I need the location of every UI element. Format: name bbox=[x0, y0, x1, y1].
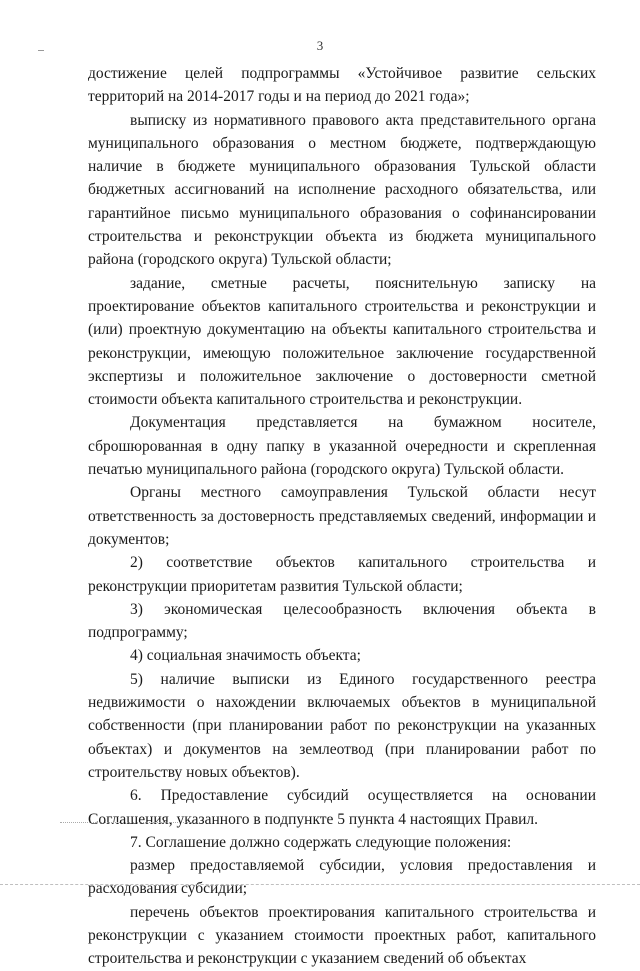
paragraph: 5) наличие выписки из Единого государственного реестра недвижимости о нахождении включаемых объектов в муниципальной собственности (при планировании работ по реконструкции на указанных объектах) и документов на землеотвод (при планировании работ по строительству новых объектов). bbox=[88, 670, 596, 781]
paragraph: достижение целей подпрограммы «Устойчивое развитие сельских территорий на 2014-2017 годы и на период до 2021 года»; bbox=[88, 65, 596, 106]
paragraph: выписку из нормативного правового акта представительного органа муниципального образования о местном бюджете, подтверждающую наличие в бюджете муниципального образования Тульской области бюджетных ассигнований на исполнение расходного обязательства, или гарантийное письмо муниципального образования о софинансировании строительства и реконструкции объекта из бюджета муниципального района (городского округа) Тульской области; bbox=[88, 111, 596, 269]
paragraph: перечень объектов проектирования капитального строительства и реконструкции с указанием стоимости проектных работ, капитального строительства и реконструкции с указанием сведений об объектах bbox=[88, 903, 596, 968]
paragraph: 4) социальная значимость объекта; bbox=[130, 647, 361, 665]
paragraph: размер предоставляемой субсидии, условия предоставления и расходования субсидии; bbox=[88, 857, 596, 898]
paragraph: 6. Предоставление субсидий осуществляется на основании Соглашения, указанного в подпункте 5 пункта 4 настоящих Правил. bbox=[88, 787, 596, 828]
page-number: 3 bbox=[316, 38, 324, 53]
paragraph: задание, сметные расчеты, пояснительную записку на проектирование объектов капитального строительства и реконструкции и (или) проектную документацию на объекты капитального строительства и реконструкции, имеющую положительное заключение государственной экспертизы и положительное заключение о достоверности сметной стоимости объекта капитального строительства и реконструкции. bbox=[88, 274, 596, 409]
scan-bottom-edge bbox=[0, 884, 640, 886]
paragraph: 2) соответствие объектов капитального строительства и реконструкции приоритетам развития Тульской области; bbox=[88, 554, 596, 595]
document-body bbox=[88, 62, 596, 971]
paragraph: 3) экономическая целесообразность включения объекта в подпрограмму; bbox=[88, 600, 596, 642]
paragraph: Документация представляется на бумажном носителе, сброшюрованная в одну папку в указанной очередности и скрепленная печатью муниципального района (городского округа) Тульской области. bbox=[88, 414, 596, 479]
paragraph: Органы местного самоуправления Тульской области несут ответственность за достоверность представляемых сведений, информации и документов; bbox=[88, 484, 596, 548]
paragraph: 7. Соглашение должно содержать следующие положения: bbox=[130, 833, 512, 851]
scan-artifact-line bbox=[60, 822, 200, 824]
